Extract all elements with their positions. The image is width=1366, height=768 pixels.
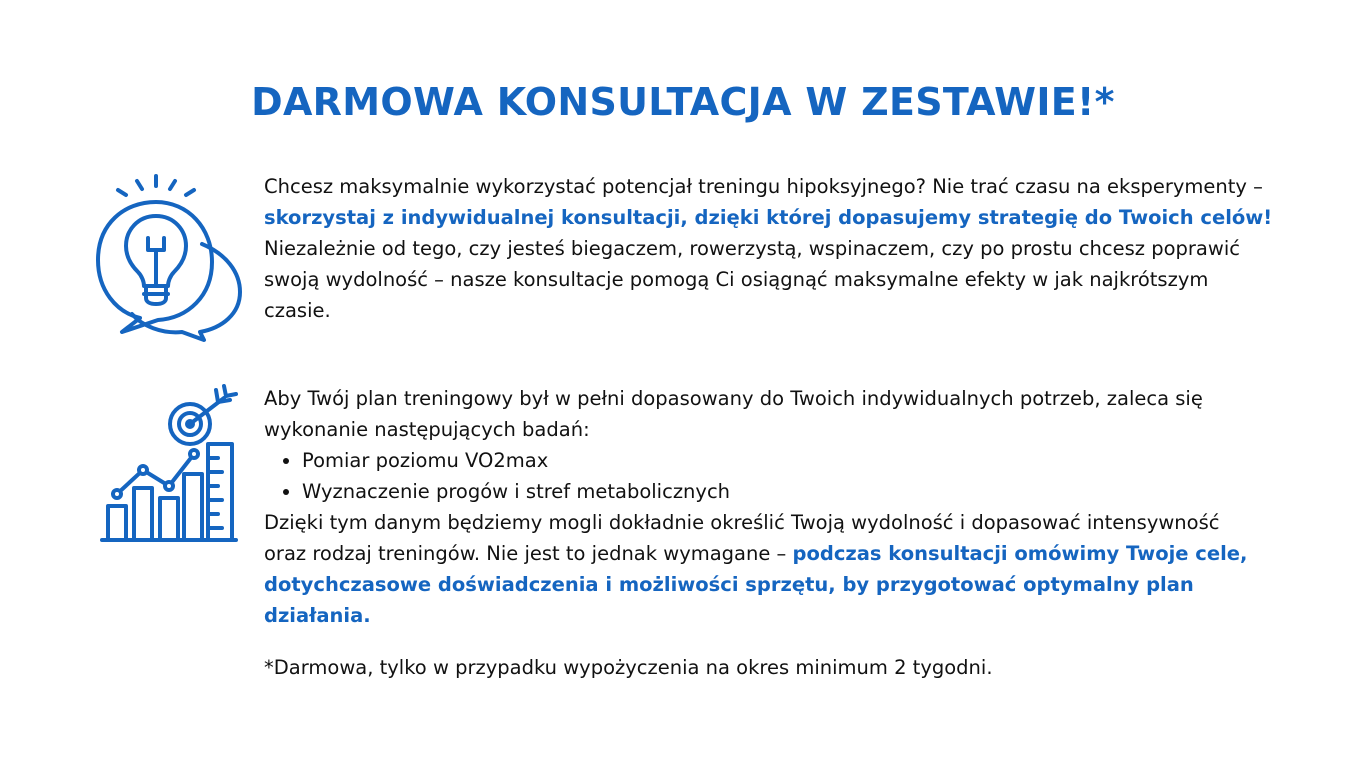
audience-paragraph: Niezależnie od tego, czy jesteś biegaczem, rowerzystą, wspinaczem, czy po prostu chcesz poprawić swoją wydolność – nasze konsultacje pomogą Ci osiągnąć maksymalne efekty w jak najkrótszym czasie.: [264, 237, 1240, 322]
intro-text: Chcesz maksymalnie wykorzystać potencjał treningu hipoksyjnego? Nie trać czasu na eksperymenty –: [264, 175, 1263, 198]
section-consultation-intro: [264, 171, 1304, 326]
intro-highlight: skorzystaj z indywidualnej konsultacji, dzięki której dopasujemy strategię do Twoich celów!: [264, 206, 1273, 229]
section-recommended-tests: [264, 383, 1304, 631]
outro-highlight: podczas konsultacji omówimy Twoje cele, dotychczasowe doświadczenia i możliwości sprzętu, by przygotować optymalny plan działania.: [264, 542, 1248, 627]
list-item: • Pomiar poziomu VO2max: [302, 445, 1304, 476]
outro-text: Dzięki tym danym będziemy mogli dokładnie określić Twoją wydolność i dopasować intensywność oraz rodzaj treningów. Nie jest to jednak wymagane –: [264, 511, 1220, 565]
growth-chart-target-icon: [100, 384, 240, 546]
list-item: • Wyznaczenie progów i stref metabolicznych: [302, 476, 1304, 507]
tests-outro: [264, 507, 1264, 631]
tests-intro: Aby Twój plan treningowy był w pełni dopasowany do Twoich indywidualnych potrzeb, zaleca się wykonanie następujących badań:: [264, 387, 1203, 441]
footnote: *Darmowa, tylko w przypadku wypożyczenia na okres minimum 2 tygodni.: [264, 656, 993, 679]
page-title: DARMOWA KONSULTACJA W ZESTAWIE!*: [251, 80, 1115, 124]
lightbulb-speech-bubble-icon: [92, 172, 244, 344]
tests-list: [264, 445, 1304, 507]
intro-paragraph: [264, 171, 1304, 233]
